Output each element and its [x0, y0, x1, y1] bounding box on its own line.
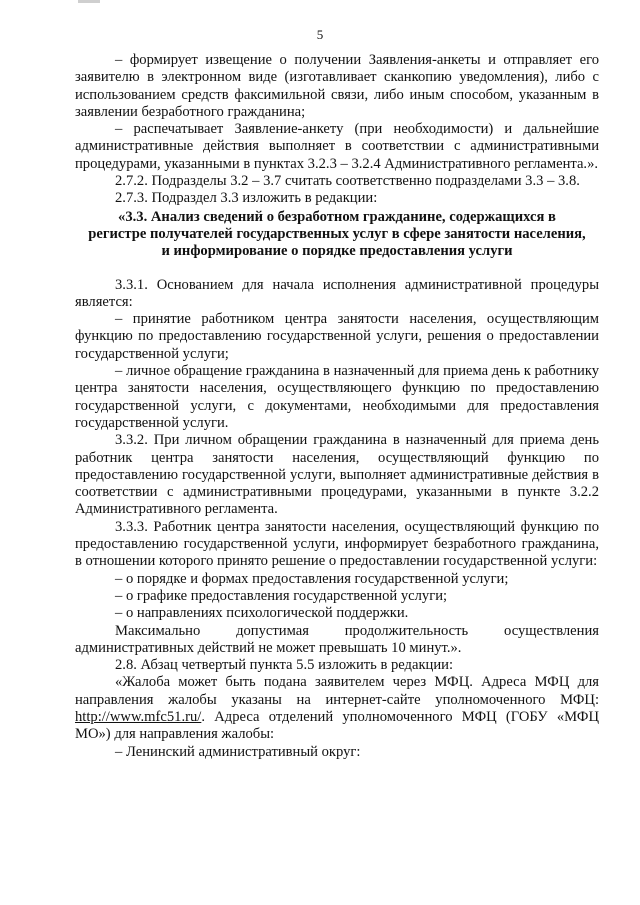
document-body — [75, 52, 599, 761]
paragraph: – о порядке и формах предоставления государственной услуги; — [115, 570, 509, 587]
paragraph: 2.7.3. Подраздел 3.3 изложить в редакции: — [115, 190, 378, 207]
paragraph: – личное обращение гражданина в назначенный для приема день к работнику центра занятости населения, осуществляющего функцию по предоставлению государственной услуги, с документами, необходимыми для предоставления государственной услуги. — [75, 363, 600, 431]
paragraph: – формирует извещение о получении Заявления-анкеты и отправляет его заявителю в электронном виде (изготавливает сканкопию уведомления), либо с использованием средств факсимильной связи, либо иным способом, указанным в заявлении безработного гражданина; — [75, 52, 599, 120]
paragraph: 3.3.2. При личном обращении гражданина в назначенный для приема день работник центра занятости населения, осуществляющий функцию по предоставлению государственной услуги, выполняет административные действия в соответствии с административными процедурами, указанными в пункте 3.2.2 Административного регламента. — [75, 432, 599, 518]
paragraph: – Ленинский административный округ: — [115, 743, 361, 760]
paragraph: административных действий не может превышать 10 минут.». — [75, 639, 462, 656]
paragraph: 3.3.3. Работник центра занятости населения, осуществляющий функцию по предоставлению государственной услуги, информирует безработного гражданина, в отношении которого принято решение о предоставлении государственной услуги: — [75, 518, 599, 570]
paragraph: 3.3.1. Основанием для начала исполнения административной процедуры является: — [75, 276, 599, 310]
heading-line: регистре получателей государственных услуг в сфере занятости населения, — [88, 225, 586, 242]
page-number: 5 — [316, 27, 324, 42]
paragraph: – принятие работником центра занятости населения, осуществляющим функцию по предоставлению государственной услуги, решения о предоставлении государственной услуги; — [75, 311, 599, 362]
heading-line: и информирование о порядке предоставления услуги — [161, 243, 513, 260]
paragraph-text: . Адреса отделений уполномоченного МФЦ (ГОБУ «МФЦ МО») для направления жалобы: — [75, 708, 599, 743]
paragraph-text: «Жалоба может быть подана заявителем через МФЦ. Адреса МФЦ для направления жалобы указаны на интернет-сайте уполномоченного МФЦ: — [75, 674, 599, 708]
section-spacer — [75, 261, 599, 277]
paragraph: 2.7.2. Подразделы 3.2 – 3.7 считать соответственно подразделами 3.3 – 3.8. — [115, 173, 580, 190]
section-heading — [75, 209, 599, 261]
scan-artifact — [78, 0, 100, 3]
paragraph — [75, 674, 599, 743]
mfc-website-link[interactable]: http://www.mfc51.ru/ — [75, 708, 202, 725]
paragraph: – о графике предоставления государственной услуги; — [115, 587, 448, 604]
paragraph: 2.8. Абзац четвертый пункта 5.5 изложить в редакции: — [115, 657, 454, 674]
paragraph: – о направлениях психологической поддержки. — [115, 605, 409, 622]
paragraph: – распечатывает Заявление-анкету (при необходимости) и дальнейшие административные действия выполняет в соответствии с административными процедурами, указанными в пунктах 3.2.3 – 3.2.4 Административного регламента.». — [75, 121, 599, 172]
paragraph: Максимально допустимая продолжительность осуществления — [115, 622, 599, 639]
heading-line: «3.3. Анализ сведений о безработном гражданине, содержащихся в — [118, 208, 556, 225]
